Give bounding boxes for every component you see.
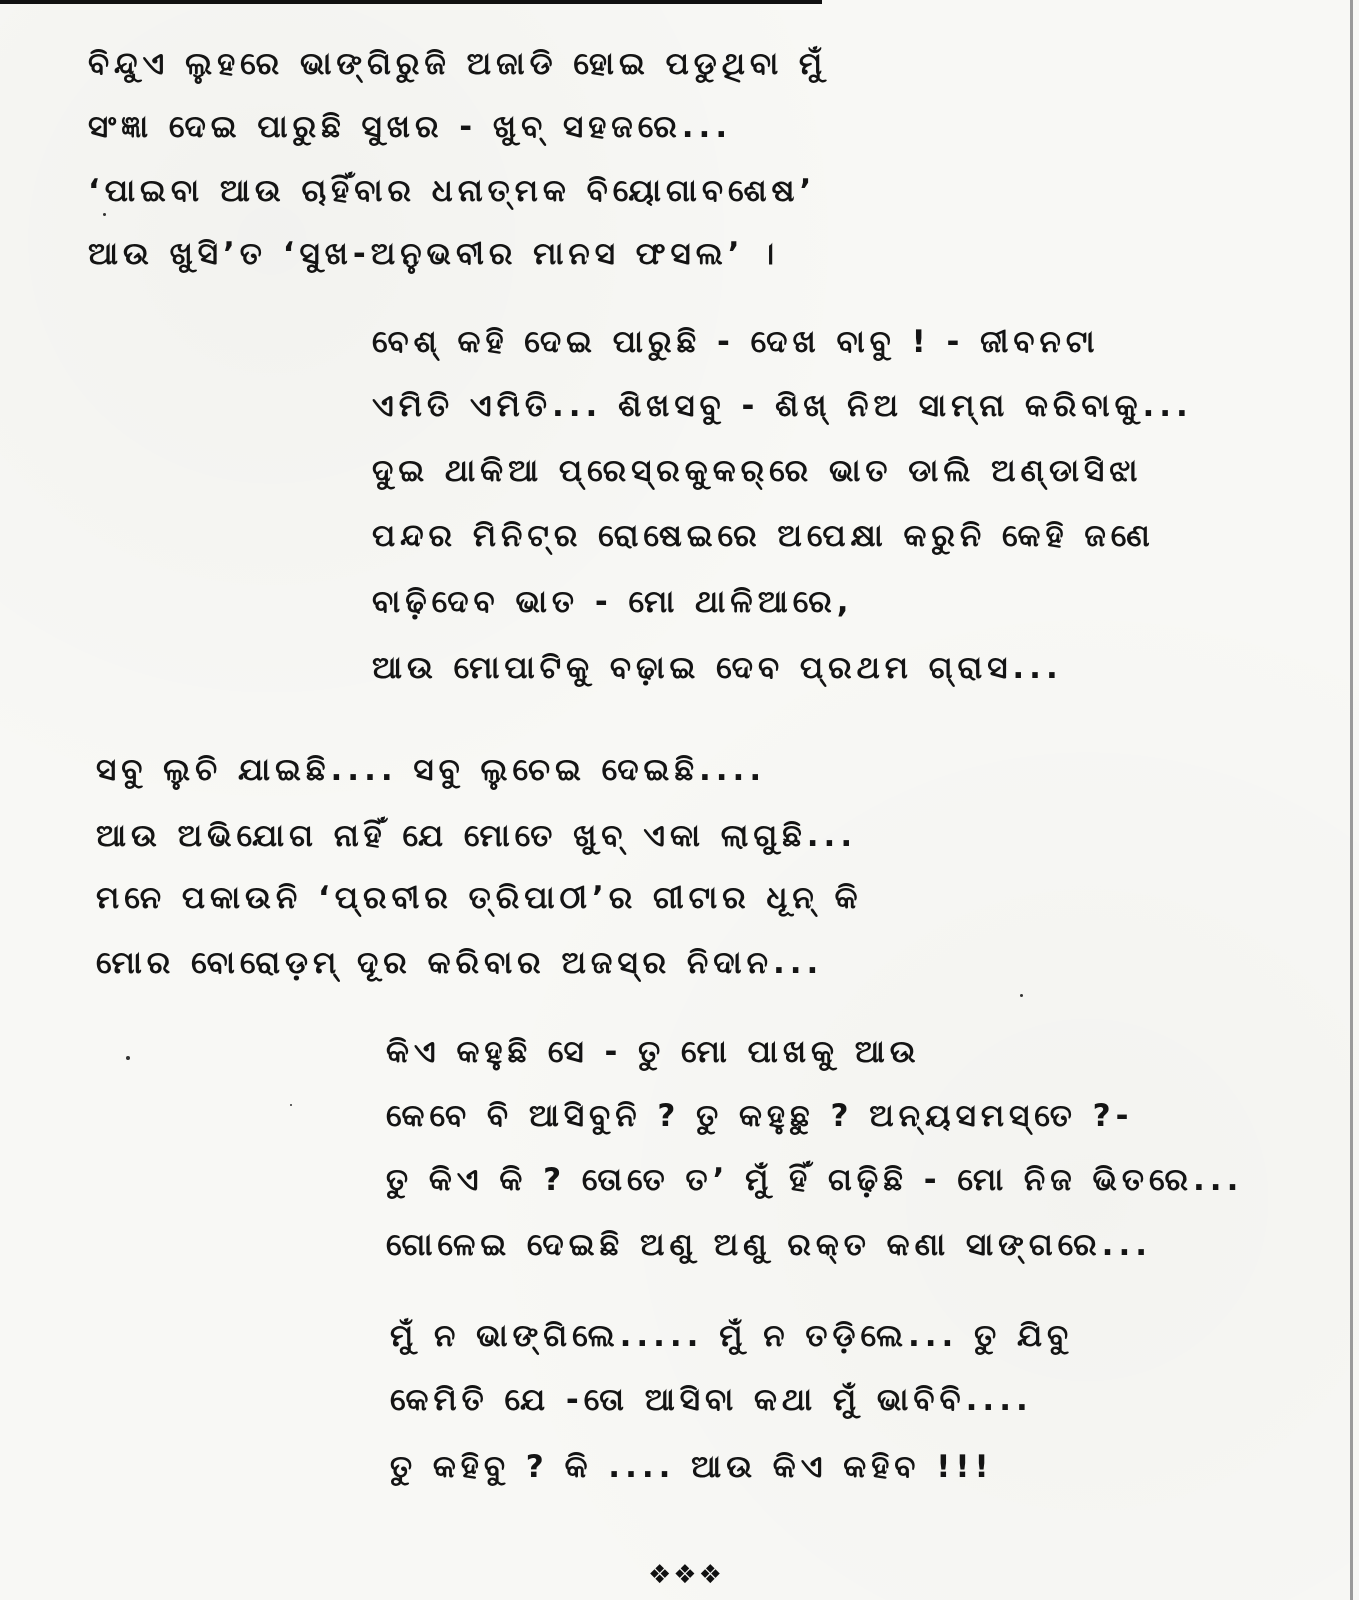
poem-line: ତୁ କହିବୁ ? କି .... ଆଉ କିଏ କହିବ !!! <box>390 1449 994 1485</box>
ornament-diamonds: ❖❖❖ <box>648 1560 724 1590</box>
poem-line: ସବୁ ଲୁଚି ଯାଇଛି.... ସବୁ ଲୁଚେଇ ଦେଇଛି.... <box>96 752 767 788</box>
top-rule <box>0 0 822 4</box>
page-edge-shadow <box>1350 0 1353 1600</box>
poem-line: ଦୁଇ ଥାକିଆ ପ୍ରେସ୍‌ରକୁକର୍‌ରେ ଭାତ ଡାଲି ଅଣ୍ଡାସିଝା <box>372 453 1143 489</box>
poem-line: ପନ୍ଦର ମିନିଟ୍‌ର ରୋଷେଇରେ ଅପେକ୍ଷା କରୁନି କେହି ଜଣେ <box>372 518 1155 554</box>
scan-speck <box>103 213 106 216</box>
poem-line: ବେଶ୍ କହି ଦେଇ ପାରୁଛି - ଦେଖ ବାବୁ ! - ଜୀବନଟା <box>372 324 1100 360</box>
scan-speck <box>1020 994 1023 997</box>
poem-line: ବିନ୍ଦୁଏ ଲୁହରେ ଭାଙ୍ଗିରୁଜି ଅଜାଡି ହୋଇ ପଡୁଥିବା ମୁଁ <box>88 46 828 82</box>
poem-line: କେମିତି ଯେ -ତୋ ଆସିବା କଥା ମୁଁ ଭାବିବି.... <box>390 1382 1033 1418</box>
poem-line: ‘ପାଇବା ଆଉ ଚାହିଁବାର ଧନାତ୍ମକ ବିୟୋଗାବଶେଷ’ <box>88 173 817 209</box>
poem-line: ଏମିତି ଏମିତି... ଶିଖସବୁ - ଶିଖ୍ ନିଅ ସାମ୍ନା କରିବାକୁ... <box>372 388 1193 424</box>
poem-line: କିଏ କହୁଛି ସେ - ତୁ ମୋ ପାଖକୁ ଆଉ <box>386 1034 921 1070</box>
poem-line: ବାଢ଼ିଦେବ ଭାତ - ମୋ ଥାଳିଆରେ, <box>372 584 854 620</box>
poem-line: ଗୋଳେଇ ଦେଇଛି ଅଣୁ ଅଣୁ ରକ୍ତ କଣା ସାଙ୍ଗରେ... <box>386 1227 1152 1263</box>
poem-line: ମନେ ପକାଉନି ‘ପ୍ରବୀର ତ୍ରିପାଠୀ’ର ଗୀଟାର ଧୂନ୍ କି <box>96 880 863 916</box>
scan-speck <box>290 1104 292 1106</box>
poem-line: ମୁଁ ନ ଭାଙ୍ଗିଲେ..... ମୁଁ ନ ତଡ଼ିଲେ... ତୁ ଯିବୁ <box>390 1318 1074 1354</box>
poem-line: ସଂଜ୍ଞା ଦେଇ ପାରୁଛି ସୁଖର - ଖୁବ୍ ସହଜରେ... <box>88 109 733 145</box>
poem-line: ଆଉ ଖୁସି’ତ ‘ସୁଖ-ଅନୁଭବୀର ମାନସ ଫସଲ’ । <box>88 236 780 272</box>
poem-line: ଆଉ ଅଭିଯୋଗ ନାହିଁ ଯେ ମୋତେ ଖୁବ୍ ଏକା ଲାଗୁଛି... <box>96 818 858 854</box>
poem-line: ମୋର ବୋରୋଡ଼ମ୍ ଦୂର କରିବାର ଅଜସ୍ର ନିଦାନ... <box>96 945 824 981</box>
scan-speck <box>126 1056 130 1060</box>
poem-line: କେବେ ବି ଆସିବୁନି ? ତୁ କହୁଛୁ ? ଅନ୍ୟସମସ୍ତେ ?- <box>386 1098 1134 1134</box>
poem-line: ତୁ କିଏ କି ? ତୋତେ ତ’ ମୁଁ ହିଁ ଗଢ଼ିଛି - ମୋ ନିଜ ଭିତରେ... <box>386 1162 1244 1198</box>
poem-line: ଆଉ ମୋପାଟିକୁ ବଢ଼ାଇ ଦେବ ପ୍ରଥମ ଗ୍ରାସ... <box>372 650 1063 686</box>
